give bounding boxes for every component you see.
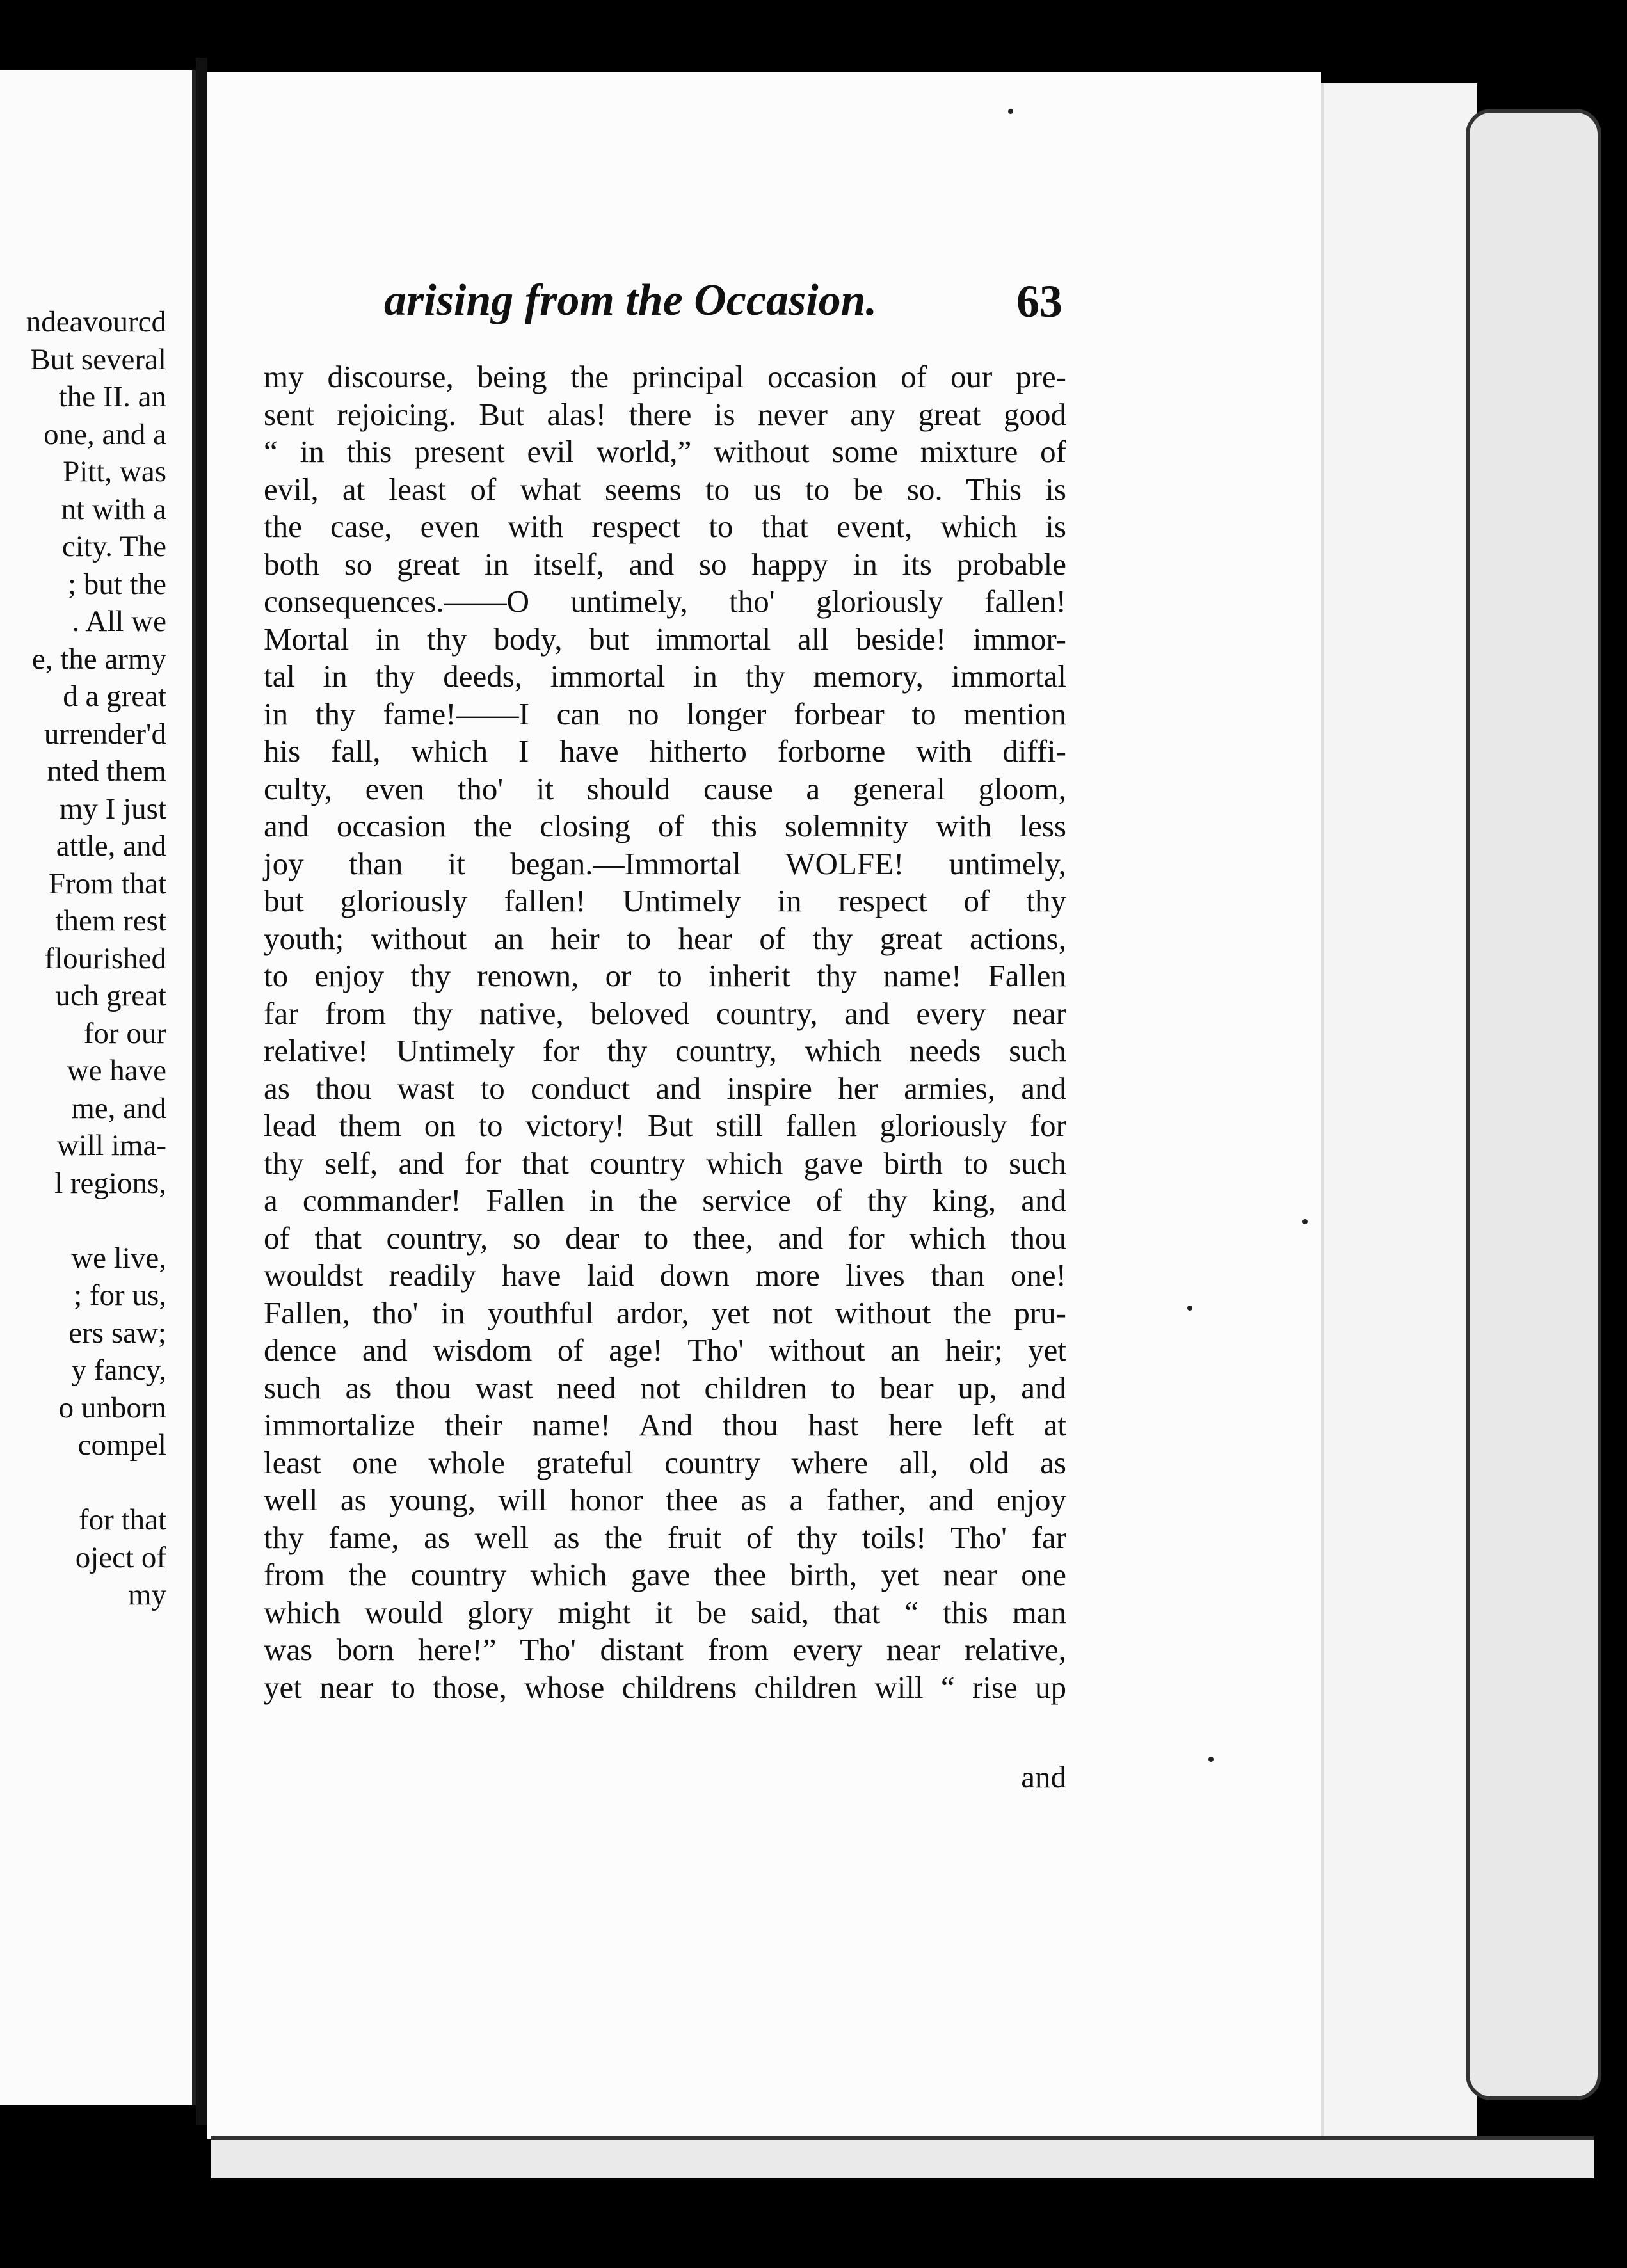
ink-speck bbox=[1302, 1219, 1308, 1224]
left-page-line: the II. an bbox=[58, 380, 166, 413]
body-line: consequences.——O untimely, tho' gloriously fallen! bbox=[264, 584, 1066, 619]
left-page-line: urrender'd bbox=[44, 717, 166, 751]
body-line: but gloriously fallen! Untimely in respect of thy bbox=[264, 883, 1066, 918]
book-gutter bbox=[196, 58, 207, 2125]
body-line: which would glory might it be said, that “ this man bbox=[264, 1594, 1066, 1630]
body-line: immortalize their name! And thou hast here left at bbox=[264, 1407, 1066, 1442]
body-line: of that country, so dear to thee, and for which thou bbox=[264, 1220, 1066, 1256]
left-page-line: ers saw; bbox=[68, 1316, 166, 1350]
left-page-line: will ima- bbox=[57, 1129, 166, 1162]
body-line: thy self, and for that country which gave birth to such bbox=[264, 1145, 1066, 1181]
running-head bbox=[384, 275, 1062, 339]
body-line: Mortal in thy body, but immortal all beside! immor- bbox=[264, 621, 1066, 657]
body-line: a commander! Fallen in the service of thy king, and bbox=[264, 1183, 1066, 1218]
body-line: well as young, will honor thee as a father, and enjoy bbox=[264, 1482, 1066, 1517]
page-number: 63 bbox=[1016, 276, 1062, 327]
left-page-line: my bbox=[127, 1578, 166, 1611]
body-line: lead them on to victory! But still fallen gloriously for bbox=[264, 1108, 1066, 1143]
left-page-line: nted them bbox=[47, 755, 166, 788]
body-line: from the country which gave thee birth, yet near one bbox=[264, 1557, 1066, 1592]
left-page bbox=[0, 70, 196, 2105]
body-line: the case, even with respect to that event, which is bbox=[264, 509, 1066, 544]
left-page-line: . All we bbox=[72, 605, 166, 638]
ink-speck bbox=[1187, 1306, 1192, 1311]
body-line: as thou wast to conduct and inspire her armies, and bbox=[264, 1070, 1066, 1106]
left-page-line: Pitt, was bbox=[63, 455, 166, 488]
left-page-line: nt with a bbox=[61, 492, 166, 526]
body-line: my discourse, being the principal occasion of our pre- bbox=[264, 359, 1066, 394]
left-page-line: flourished bbox=[44, 941, 166, 975]
left-page-line: me, and bbox=[71, 1091, 166, 1125]
left-page-line: oject of bbox=[75, 1540, 166, 1574]
body-line: evil, at least of what seems to us to be so. This is bbox=[264, 471, 1066, 507]
left-page-line: we have bbox=[67, 1054, 166, 1087]
body-line: was born here!” Tho' distant from every near relative, bbox=[264, 1632, 1066, 1667]
left-page-line: we live, bbox=[71, 1241, 166, 1275]
body-line: such as thou wast need not children to bear up, and bbox=[264, 1370, 1066, 1405]
left-page-line: one, and a bbox=[44, 417, 166, 451]
running-title: arising from the Occasion. bbox=[384, 276, 878, 325]
left-page-line: for that bbox=[78, 1503, 166, 1537]
body-line: culty, even tho' it should cause a general gloom, bbox=[264, 771, 1066, 806]
page-fore-edge bbox=[1466, 109, 1601, 2100]
ink-speck bbox=[1208, 1757, 1214, 1762]
page-bottom-edge bbox=[211, 2136, 1594, 2178]
body-line: far from thy native, beloved country, and every near bbox=[264, 995, 1066, 1031]
body-line: both so great in itself, and so happy in its probable bbox=[264, 546, 1066, 582]
left-page-line: From that bbox=[48, 866, 166, 900]
left-page-line: y fancy, bbox=[71, 1354, 166, 1387]
body-line: in thy fame!——I can no longer forbear to mention bbox=[264, 696, 1066, 731]
body-line: tal in thy deeds, immortal in thy memory, immortal bbox=[264, 659, 1066, 694]
body-line: joy than it began.—Immortal WOLFE! untimely, bbox=[264, 845, 1066, 881]
left-page-line: compel bbox=[77, 1428, 166, 1462]
left-page-line: attle, and bbox=[56, 829, 166, 863]
ink-speck bbox=[1008, 109, 1013, 114]
left-page-line: for our bbox=[83, 1016, 166, 1050]
left-page-line: ndeavourcd bbox=[26, 305, 166, 339]
body-line: “ in this present evil world,” without some mixture of bbox=[264, 434, 1066, 469]
body-line: his fall, which I have hitherto forborne with diffi- bbox=[264, 733, 1066, 769]
body-text bbox=[264, 358, 1066, 1706]
body-line: sent rejoicing. But alas! there is never any great good bbox=[264, 396, 1066, 432]
body-line: Fallen, tho' in youthful ardor, yet not without the pru- bbox=[264, 1295, 1066, 1330]
left-page-line: d a great bbox=[63, 680, 166, 713]
left-page-line: them rest bbox=[55, 904, 166, 938]
body-line: dence and wisdom of age! Tho' without an heir; yet bbox=[264, 1332, 1066, 1368]
body-line: to enjoy thy renown, or to inherit thy name! Fallen bbox=[264, 958, 1066, 993]
body-line: thy fame, as well as the fruit of thy toils! Tho' far bbox=[264, 1519, 1066, 1555]
body-line: least one whole grateful country where all, old as bbox=[264, 1444, 1066, 1480]
left-page-line: my I just bbox=[59, 792, 166, 826]
body-line: relative! Untimely for thy country, which needs such bbox=[264, 1033, 1066, 1068]
left-page-line: ; but the bbox=[67, 567, 166, 601]
body-line: wouldst readily have laid down more lives than one! bbox=[264, 1258, 1066, 1293]
left-page-line: l regions, bbox=[54, 1166, 166, 1200]
catchword: and bbox=[1021, 1759, 1066, 1794]
left-page-line: e, the army bbox=[31, 642, 166, 676]
left-page-line: o unborn bbox=[58, 1391, 166, 1425]
body-line: and occasion the closing of this solemnity with less bbox=[264, 808, 1066, 843]
body-line: yet near to those, whose childrens children will “ rise up bbox=[264, 1669, 1066, 1705]
page-edge bbox=[1321, 83, 1477, 2150]
left-page-line: ; for us, bbox=[74, 1279, 166, 1312]
body-line: youth; without an heir to hear of thy great actions, bbox=[264, 920, 1066, 956]
left-page-line: city. The bbox=[61, 530, 166, 563]
left-page-line: But several bbox=[30, 342, 166, 376]
left-page-line: uch great bbox=[55, 979, 166, 1012]
